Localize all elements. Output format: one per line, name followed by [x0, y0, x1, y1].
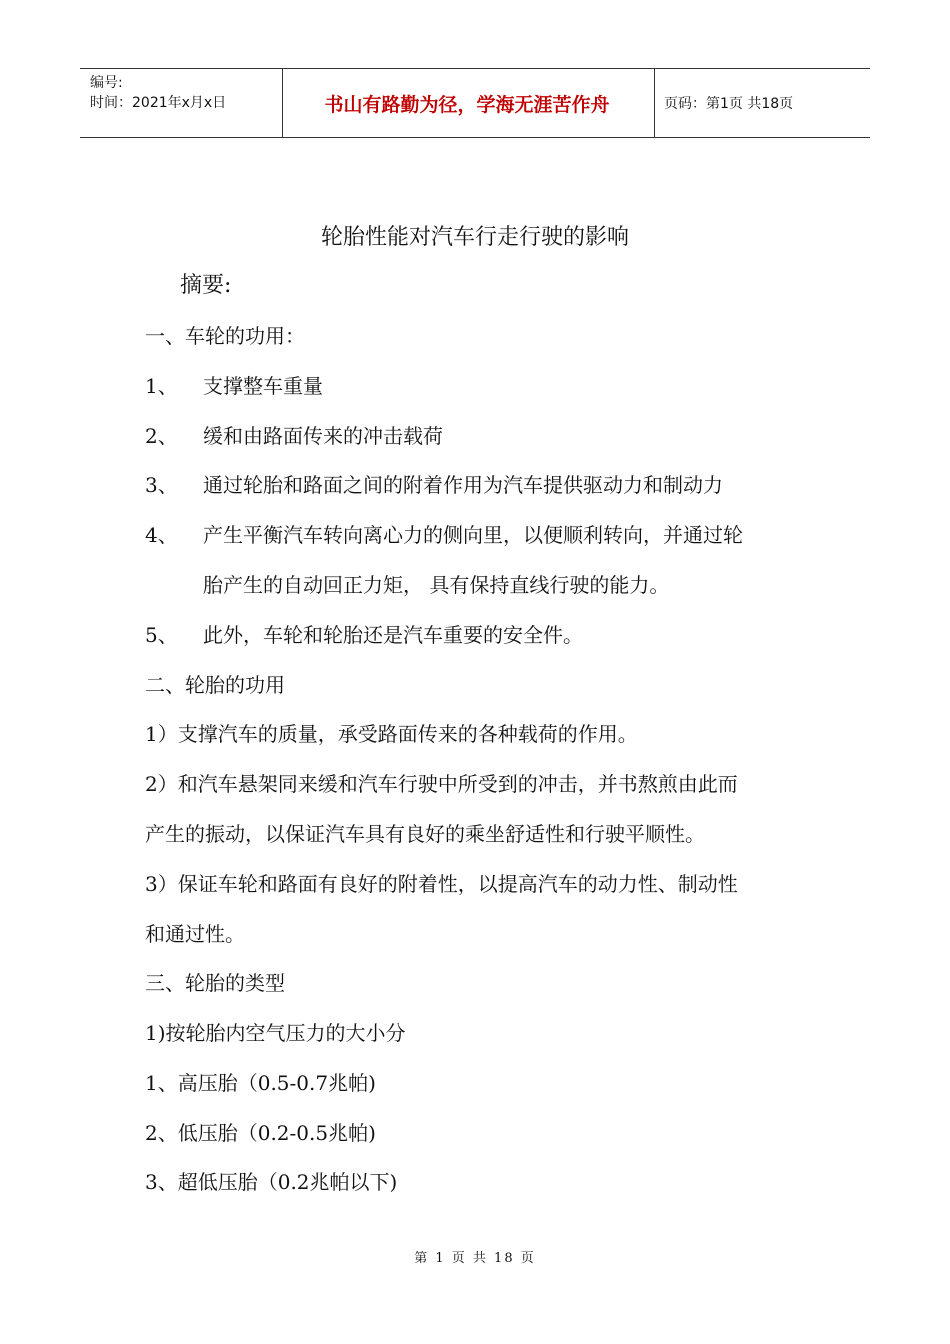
number-label: 编号: [90, 75, 123, 91]
section1-heading: 一、车轮的功用： [145, 324, 305, 348]
list-item-number: 4、 [145, 523, 178, 547]
list-item [145, 469, 723, 498]
header-divider [654, 69, 655, 137]
list-item [145, 420, 443, 449]
document-header [80, 68, 870, 138]
list-item-number: 2、 [145, 424, 178, 448]
list-item [145, 370, 323, 399]
list-item-text: 此外，车轮和轮胎还是汽车重要的安全件。 [203, 623, 583, 647]
header-page-info: 页码：第1页 共18页 [664, 96, 794, 112]
abstract-label: 摘要: [180, 273, 232, 298]
document-title: 轮胎性能对汽车行走行驶的影响 [320, 225, 629, 250]
list-item [145, 519, 743, 548]
list-item [145, 619, 583, 648]
list-item-text: 产生平衡汽车转向离心力的侧向里，以便顺利转向，并通过轮 [203, 523, 743, 547]
list-item-continuation: 胎产生的自动回正力矩， 具有保持直线行驶的能力。 [203, 573, 670, 597]
list-item-text: 通过轮胎和路面之间的附着作用为汽车提供驱动力和制动力 [203, 473, 723, 497]
list-item: 1、高压胎（0.5-0.7兆帕) [145, 1071, 376, 1095]
page-footer: 第 1 页 共 18 页 [414, 1251, 536, 1266]
list-item: 2、低压胎（0.2-0.5兆帕) [145, 1121, 376, 1145]
header-motto: 书山有路勤为径，学海无涯苦作舟 [324, 93, 610, 116]
paragraph: 2）和汽车悬架同来缓和汽车行驶中所受到的冲击，并书熬煎由此而 [145, 772, 738, 796]
paragraph: 1）支撑汽车的质量，承受路面传来的各种载荷的作用。 [145, 722, 638, 746]
paragraph: 产生的振动，以保证汽车具有良好的乘坐舒适性和行驶平顺性。 [145, 822, 705, 846]
list-item-text: 缓和由路面传来的冲击载荷 [203, 424, 443, 448]
paragraph: 3）保证车轮和路面有良好的附着性，以提高汽车的动力性、制动性 [145, 872, 738, 896]
section2-heading: 二、轮胎的功用 [145, 673, 285, 697]
list-item-number: 5、 [145, 623, 178, 647]
paragraph: 和通过性。 [145, 922, 245, 946]
section3-subheading: 1)按轮胎内空气压力的大小分 [145, 1021, 406, 1045]
section3-heading: 三、轮胎的类型 [145, 971, 285, 995]
list-item-number: 1、 [145, 374, 178, 398]
time-label: 时间：2021年x月x日 [90, 95, 227, 111]
list-item: 3、超低压胎（0.2兆帕以下) [145, 1170, 398, 1194]
list-item-number: 3、 [145, 473, 178, 497]
list-item-text: 支撑整车重量 [203, 374, 323, 398]
header-meta [90, 73, 226, 113]
